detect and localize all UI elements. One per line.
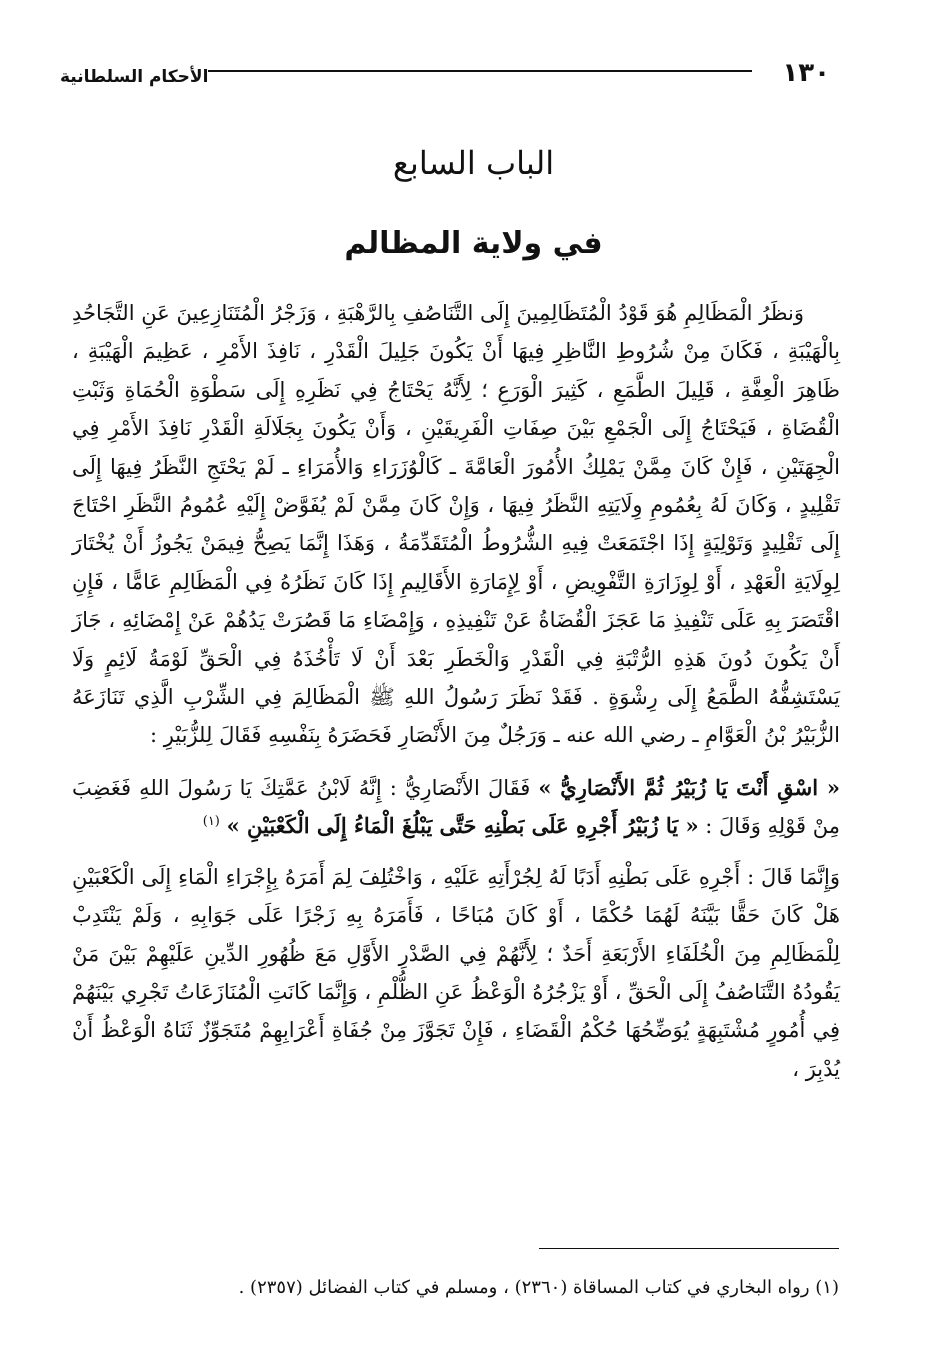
chapter-label: الباب السابع [392, 144, 555, 182]
page-number: ١٣٠ [782, 58, 830, 88]
book-title: الأحكام السلطانية [60, 67, 209, 87]
quote-bold-2: « يَا زُبَيْرُ أَجْرِهِ عَلَى بَطْنِهِ حَتَّى يَبْلُغَ الْمَاءُ إِلَى الْكَعْبَيْنِ » [226, 813, 699, 839]
footnote-rule [539, 1248, 839, 1249]
quote-mid: فَقَالَ الأَنْصَارِيُّ : إِنَّهُ لَابْنُ عَمَّتِكَ يَا رَسُولَ اللهِ فَغَضِبَ مِنْ قَوْلِهِ وَقَالَ : [72, 775, 840, 839]
running-header [60, 58, 830, 94]
paragraph-2: وَإِنَّمَا قَالَ : أَجْرِهِ عَلَى بَطْنِهِ أَدَبًا لَهُ لِجُرْأَتِهِ عَلَيْهِ ، وَاخْتُلِفَ لِمَ أَمَرَهُ بِإِجْرَاءِ الْمَاءِ إِلَى الْكَعْبَيْنِ هَلْ كَانَ حَقًّا بَيَّنَهُ لَهُمَا حُكْمًا ، أَوْ كَانَ مُبَاحًا ، فَأَمَرَهُ بِهِ زَجْرًا عَلَى جَوَابِهِ ، وَلَمْ يَنْتَدِبْ لِلْمَظَالِمِ مِنَ الْخُلَفَاءِ الأَرْبَعَةِ أَحَدٌ ؛ لِأَنَّهُمْ فِي الصَّدْرِ الأَوَّلِ مَعَ ظُهُورِ الدِّينِ عَلَيْهِمْ بَيْنَ مَنْ يَقُودُهُ التَّنَاصُفُ إِلَى الْحَقِّ ، أَوْ يَزْجُرُهُ الْوَعْظُ عَنِ الظُّلْمِ ، وَإِنَّمَا كَانَتِ الْمُنَازَعَاتُ تَجْرِي بَيْنَهُمْ فِي أُمُورٍ مُشْتَبِهَةٍ يُوَضِّحُهَا حُكْمُ الْقَضَاءِ ، فَإِنْ تَجَوَّزَ مِنْ جُفَاةِ أَعْرَابِهِمْ مُتَجَوِّزٌ ثَنَاهُ الْوَعْظُ أَنْ يُدْبِرَ ، [72, 864, 840, 1081]
hadith-quote [72, 769, 840, 846]
quote-bold-1: « اسْقِ أَنْتَ يَا زُبَيْرُ ثُمَّ الأَنْصَارِيُّ » [538, 774, 840, 800]
footnote-ref[interactable]: (١) [202, 814, 220, 830]
footnote: (١) رواه البخاري في كتاب المساقاة (٢٣٦٠) ، ومسلم في كتاب الفضائل (٢٣٥٧) . [238, 1277, 839, 1298]
paragraph-1: وَنظَرُ الْمَظَالِمِ هُوَ قَوْدُ الْمُتَظَالِمِينَ إِلَى التَّنَاصُفِ بِالرَّهْبَةِ ، وَزَجْرُ الْمُتَنَازِعِينَ عَنِ التَّجَاحُدِ بِالْهَيْبَةِ ، فَكَانَ مِنْ شُرُوطِ النَّاظِرِ فِيهَا أَنْ يَكُونَ جَلِيلَ الْقَدْرِ ، نَافِذَ الأَمْرِ ، عَظِيمَ الْهَيْبَةِ ، ظَاهِرَ الْعِفَّةِ ، قَلِيلَ الطَّمَعِ ، كَثِيرَ الْوَرَعِ ؛ لِأَنَّهُ يَحْتَاجُ فِي نَظَرِهِ إِلَى سَطْوَةِ الْحُمَاةِ وَثَبْتِ الْقُضَاةِ ، فَيَحْتَاجُ إِلَى الْجَمْعِ بَيْنَ صِفَاتِ الْفَرِيقَيْنِ ، وَأَنْ يَكُونَ بِجَلَالَةِ الْقَدْرِ نَافِذَ الأَمْرِ فِي الْجِهَتَيْنِ ، فَإِنْ كَانَ مِمَّنْ يَمْلِكُ الأُمُورَ الْعَامَّةَ ـ كَالْوُزَرَاءِ وَالأُمَرَاءِ ـ لَمْ يَحْتَجِ النَّظَرُ فِيهَا إِلَى تَقْلِيدٍ ، وَكَانَ لَهُ بِعُمُومِ وِلَايَتِهِ النَّظَرُ فِيهَا ، وَإِنْ كَانَ مِمَّنْ لَمْ يُفَوَّضْ إِلَيْهِ عُمُومُ النَّظَرِ احْتَاجَ إِلَى تَقْلِيدٍ وَتَوْلِيَةٍ إِذَا اجْتَمَعَتْ فِيهِ الشُّرُوطُ الْمُتَقَدِّمَةُ ، وَهَذَا إِنَّمَا يَصِحُّ فِيمَنْ يَجُوزُ أَنْ يُخْتَارَ لِوِلَايَةِ الْعَهْدِ ، أَوْ لِوِزَارَةِ التَّفْوِيضِ ، أَوْ لِإِمَارَةِ الأَقَالِيمِ إِذَا كَانَ نَظَرُهُ فِي الْمَظَالِمِ عَامًّا ، فَإِنِ اقْتَصَرَ بِهِ عَلَى تَنْفِيذِ مَا عَجَزَ الْقُضَاةُ عَنْ تَنْفِيذِهِ ، وَإِمْضَاءِ مَا قَصُرَتْ يَدُهُمْ عَنْ إِمْضَائِهِ ، جَازَ أَنْ يَكُونَ دُونَ هَذِهِ الرُّتْبَةِ فِي الْقَدْرِ وَالْخَطَرِ بَعْدَ أَنْ لَا تَأْخُذَهُ فِي الْحَقِّ لَوْمَةُ لَائِمٍ وَلَا يَسْتَشِفُّهُ الطَّمَعُ إِلَى رِشْوَةٍ . فَقَدْ نَظَرَ رَسُولُ اللهِ ﷺ الْمَظَالِمَ فِي الشِّرْبِ الَّذِي تَنَازَعَهُ الزُّبَيْرُ بْنُ الْعَوَّامِ ـ رضي الله عنه ـ وَرَجُلٌ مِنَ الأَنْصَارِ فَحَضَرَهُ بِنَفْسِهِ فَقَالَ لِلزُّبَيْرِ : [72, 301, 840, 748]
header-rule [208, 70, 752, 72]
body-text [72, 294, 840, 1088]
chapter-title: في ولاية المظالم [344, 226, 603, 261]
